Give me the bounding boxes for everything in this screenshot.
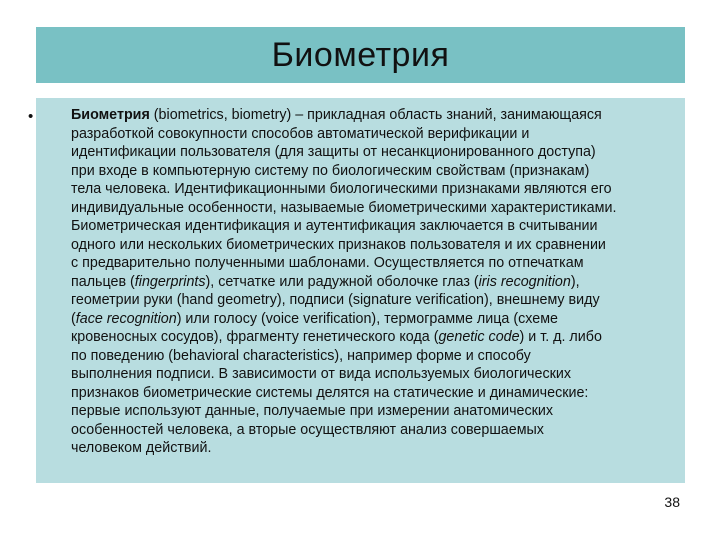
paragraph-segment: ) и т. д. либо по поведению (behavioral characteristics), например форме и способу выполнения подписи. В зависимости от вида используемых биологических признаков биометрические системы делятся на статические и динамические: первые используют данные, получаемые при измерении анатомических особенностей человека, а вторые осуществляют анализ совершаемых человеком действий. [71, 329, 602, 456]
paragraph-segment: ), сетчатке или радужной оболочке глаз ( [205, 273, 479, 290]
paragraph-segment: iris recognition [478, 273, 571, 290]
paragraph-segment: genetic code [438, 329, 520, 345]
page-number: 38 [664, 494, 680, 510]
paragraph-segment: ), геометрии руки (hand geometry), подписи (signature verification), внешнему виду ( [71, 273, 600, 327]
bullet-marker: • [28, 108, 34, 125]
slide-title: Биометрия [271, 35, 450, 74]
paragraph-segment: fingerprints [134, 273, 206, 290]
paragraph-segment: face recognition [75, 310, 177, 327]
paragraph-segment: Биометрия [71, 107, 150, 123]
paragraph-segment: (biometrics, biometry) – прикладная область знаний, занимающаяся разработкой совокупности способов автоматической верификации и идентификации пользователя (для защиты от несанкционированного доступа) при входе в компьютерную систему по биологическим свойствам (признакам) тела человека. Идентификационными биологическими признаками являются его индивидуальные особенности, называемые биометрическими характеристиками. Биометрическая идентификация и аутентификация заключается в считывании одного или нескольких биометрических признаков пользователя и их сравнении с предварительно полученными шаблонами. Осуществляется по отпечаткам пальцев ( [71, 107, 617, 290]
slide-content-box [28, 98, 685, 483]
paragraph-segment: ) или голосу (voice verification), термограмме лица (схеме кровеносных сосудов), фрагменту генетического кода ( [71, 310, 558, 345]
body-paragraph [71, 106, 686, 458]
slide-title-bar [36, 27, 685, 83]
